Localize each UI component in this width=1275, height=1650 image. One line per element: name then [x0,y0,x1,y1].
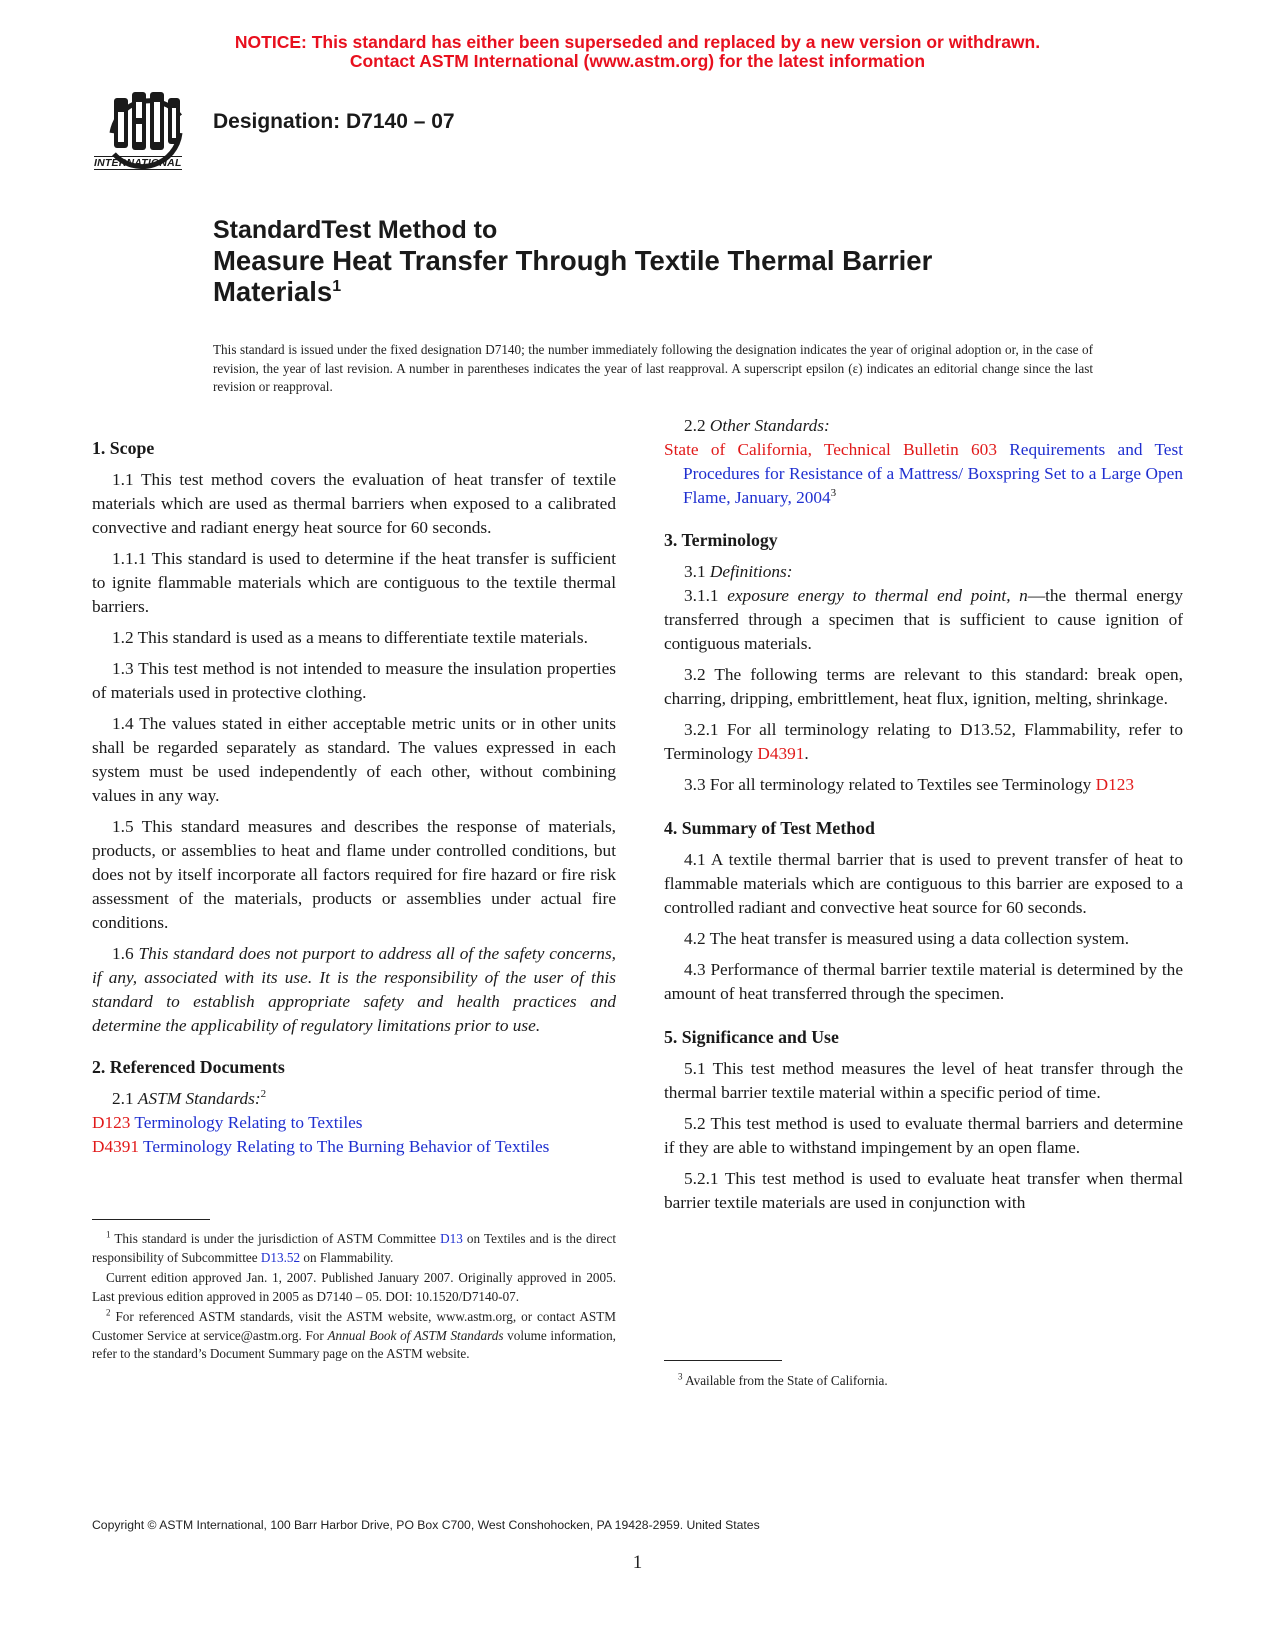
title-footnote-mark: 1 [332,277,342,295]
paragraph-3-2: 3.2 The following terms are relevant to this standard: break open, charring, dripping, embrittlement, heat flux, ignition, melting, shrinkage. [664,665,1183,708]
link-d13-52[interactable]: D13.52 [260,1249,301,1265]
paragraph-3-1-1: 3.1.1 exposure energy to thermal end point, n—the thermal energy transferred through a specimen that is sufficient to cause ignition of contiguous materials. [664,586,1183,653]
notice-line-1: NOTICE: This standard has either been superseded and replaced by a new version or withdrawn. [234,32,1041,52]
section-1-heading: 1. Scope [92,438,155,458]
paragraph-4-2: 4.2 The heat transfer is measured using a data collection system. [684,929,1130,948]
paragraph-3-3: 3.3 For all terminology related to Textiles see Terminology D123 [684,775,1135,794]
paragraph-5-2: 5.2 This test method is used to evaluate thermal barriers and determine if they are able to withstand impingement by an open flame. [664,1114,1183,1157]
section-4-heading: 4. Summary of Test Method [664,818,875,838]
superseded-notice [0,33,1275,71]
link-d13[interactable]: D13 [440,1231,463,1246]
link-d123[interactable]: D123 [1095,775,1135,794]
footnote-1-edition: Current edition approved Jan. 1, 2007. Published January 2007. Originally approved in 2005. Last previous edition approved in 2005 as D7140 – 05. DOI: 10.1520/D7140-07. [92,1270,616,1304]
paragraph-1-6: 1.6 This standard does not purport to address all of the safety concerns, if any, associated with its use. It is the responsibility of the user of this standard to establish appropriate safety and health practices and determine the applicability of regulatory limitations prior to use. [92,944,616,1035]
reference-d123[interactable]: D123 Terminology Relating to Textiles [92,1113,363,1132]
link-d4391[interactable]: D4391 [757,744,805,763]
paragraph-4-3: 4.3 Performance of thermal barrier textile material is determined by the amount of heat transferred through the specimen. [664,960,1183,1003]
left-column [92,436,616,1159]
footnote-rule-left [92,1219,210,1220]
paragraph-1-5: 1.5 This standard measures and describes the response of materials, products, or assemblies to heat and flame under controlled conditions, but does not by itself incorporate all factors required for fire hazard or fire risk assessment of the materials, products or assemblies under actual fire conditions. [92,817,616,932]
section-3-heading: 3. Terminology [664,530,778,550]
document-title [213,215,1113,307]
paragraph-5-1: 5.1 This test method measures the level of heat transfer through the thermal barrier textile material within a specific period of time. [664,1059,1183,1102]
paragraph-1-3: 1.3 This test method is not intended to measure the insulation properties of materials used in protective clothing. [92,659,616,702]
title-line-2: Measure Heat Transfer Through Textile Thermal Barrier [213,245,933,276]
reference-d4391[interactable]: D4391 Terminology Relating to The Burning Behavior of Textiles [92,1137,550,1156]
footnotes-right [664,1372,1183,1393]
logo-text: INTERNATIONAL [94,157,182,169]
paragraph-1-1-1: 1.1.1 This standard is used to determine if the heat transfer is sufficient to ignite flammable materials which are contiguous to the textile thermal barriers. [92,549,616,616]
paragraph-4-1: 4.1 A textile thermal barrier that is used to prevent transfer of heat to flammable materials which are contiguous to this barrier are exposed to a controlled radiant and convective heat source for 60 seconds. [664,850,1183,917]
notice-line-2: Contact ASTM International (www.astm.org) for the latest information [349,51,926,71]
paragraph-2-1: 2.1 ASTM Standards:$^2$ [112,1088,267,1108]
issuance-note: This standard is issued under the fixed designation D7140; the number immediately following the designation indicates the year of original adoption or, in the case of revision, the year of last revision. A number in parentheses indicates the year of last reapproval. A superscript epsilon (ε) indicates an editorial change since the last revision or reapproval. [213,342,1093,394]
page-number: 1 [632,1552,643,1573]
paragraph-1-1: 1.1 This test method covers the evaluation of heat transfer of textile materials which are used as thermal barriers when exposed to a calibrated convective and radiant energy heat source for 60 seconds. [92,470,616,537]
title-line-3: Materials$^1$ [213,276,342,307]
section-2-heading: 2. Referenced Documents [92,1057,285,1077]
title-line-1: StandardTest Method to [213,216,498,244]
paragraph-2-2: 2.2 Other Standards: [684,416,830,435]
paragraph-1-4: 1.4 The values stated in either acceptable metric units or in other units shall be regarded separately as standard. The values expressed in each system must be used independently of each other, without combining values in any way. [92,714,616,805]
footnotes-left [92,1230,616,1366]
footnote-2: $^2$ For referenced ASTM standards, visit the ASTM website, www.astm.org, or contact ASTM Customer Service at service@astm.org. For Annual Book of ASTM Standards volume information, refer to the standard’s Document Summary page on the ASTM website. [92,1307,616,1361]
designation: Designation: D7140 – 07 [213,110,455,133]
paragraph-3-1: 3.1 Definitions: [684,562,793,581]
paragraph-1-2: 1.2 This standard is used as a means to differentiate textile materials. [112,628,588,647]
right-column [664,414,1183,1222]
footnote-3: $^3$ Available from the State of California. [678,1371,888,1388]
paragraph-5-2-1: 5.2.1 This test method is used to evaluate heat transfer when thermal barrier textile materials are used in conjunction with [664,1169,1183,1212]
footnote-1: $^1$ This standard is under the jurisdiction of ASTM Committee D13 on Textiles and is the direct responsibility of Subcommittee D13.52 on Flammability. [92,1229,616,1265]
reference-tb603[interactable]: State of California, Technical Bulletin 603 Requirements and Test Procedures for Resistance of a Mattress/ Boxspring Set to a Large Open Flame, January, 2004$^3$ [664,440,1183,507]
footnote-rule-right [664,1360,782,1361]
paragraph-3-2-1: 3.2.1 For all terminology relating to D13.52, Flammability, refer to Terminology D4391. [664,720,1183,763]
copyright-line: Copyright © ASTM International, 100 Barr Harbor Drive, PO Box C700, West Conshohocken, PA 19428-2959. United States [92,1518,760,1532]
section-5-heading: 5. Significance and Use [664,1027,839,1047]
astm-logo-icon [92,88,200,176]
